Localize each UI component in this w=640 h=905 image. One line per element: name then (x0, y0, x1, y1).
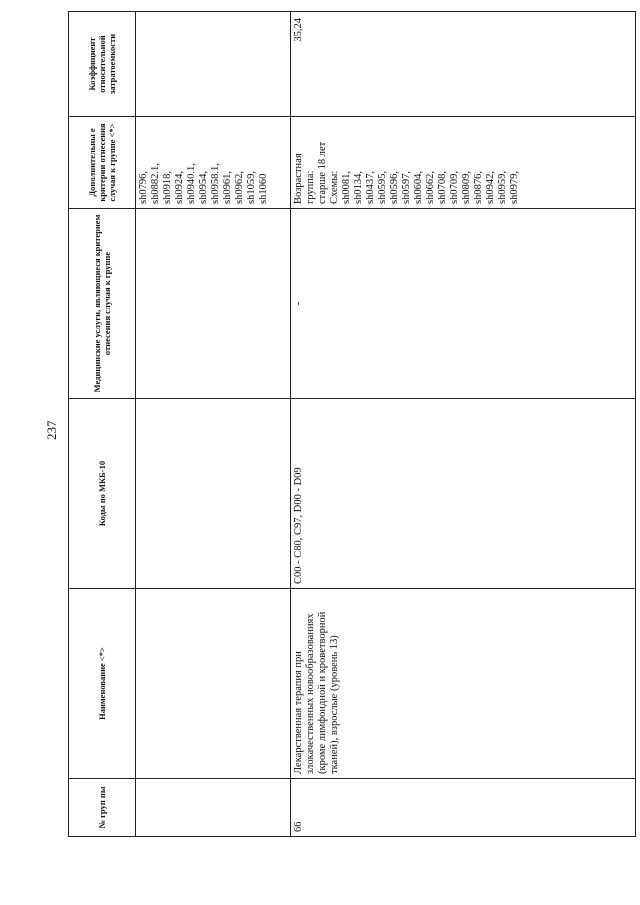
extra-item: sh1059, (246, 171, 257, 204)
extra-item: sh0918, (162, 171, 173, 204)
header-name: Наименование <*> (69, 589, 136, 779)
header-services: Медицинские услуги, являющиеся критерием отнесения случая к группе (69, 209, 136, 399)
page-number: 237 (44, 420, 59, 440)
extra-item: sh0595, (377, 171, 388, 204)
extra-item: Схемы: (329, 170, 340, 204)
cell-num-empty (136, 779, 291, 837)
cell-group-name: Лекарственная терапия при злокачественных новообразованиях (кроме лимфоидной и кроветворной тканей), взрослые (уровень 13) (291, 589, 636, 779)
extra-item: sh0596, (389, 171, 400, 204)
cell-name-empty (136, 589, 291, 779)
header-extra: Дополнительны е критерии отнесения случая к группе <*> (69, 117, 136, 209)
extra-item: sh0962, (234, 171, 245, 204)
cell-services-empty (136, 209, 291, 399)
extra-item: Возрастная (293, 153, 304, 204)
cell-coefficient: 35,24 (291, 12, 636, 117)
extra-item: sh0924, (174, 171, 185, 204)
tariff-table (68, 11, 636, 837)
extra-item: sh0437, (365, 171, 376, 204)
extra-item: sh1060 (258, 173, 269, 204)
table-row-66 (291, 12, 636, 837)
extra-item: sh0604, (413, 171, 424, 204)
cell-group-number: 66 (291, 779, 636, 837)
extra-item: sh0958.1, (210, 163, 221, 204)
cell-extra-criteria (291, 117, 636, 209)
extra-item: sh0597, (401, 171, 412, 204)
extra-item: sh0081, (341, 171, 352, 204)
extra-item: sh0709, (449, 171, 460, 204)
extra-item: sh0134, (353, 171, 364, 204)
extra-item: sh0942, (485, 171, 496, 204)
header-coef: Коэффициент относительной затратоемкости (69, 12, 136, 117)
extra-item: sh0961, (222, 171, 233, 204)
extra-item: sh0959, (497, 171, 508, 204)
cell-extra-continuation (136, 117, 291, 209)
extra-item: старше 18 лет (317, 141, 328, 204)
extra-item: группа: (305, 170, 316, 204)
header-codes: Коды по МКБ-10 (69, 399, 136, 589)
table-row-continuation (136, 12, 291, 837)
extra-item: sh0882.1, (150, 163, 161, 204)
extra-item: sh0708, (437, 171, 448, 204)
cell-coef-empty (136, 12, 291, 117)
extra-item: sh0979, (509, 171, 520, 204)
cell-codes-empty (136, 399, 291, 589)
cell-icd-codes: C00 - C80, C97, D00 - D09 (291, 399, 636, 589)
extra-item: sh0940.1, (186, 163, 197, 204)
extra-item: sh0876, (473, 171, 484, 204)
cell-services: - (291, 209, 636, 399)
rotated-table-container (68, 12, 638, 837)
extra-item: sh0796, (138, 171, 149, 204)
extra-item: sh0809, (461, 171, 472, 204)
extra-item: sh0954, (198, 171, 209, 204)
extra-item: sh0662, (425, 171, 436, 204)
header-row (69, 12, 136, 837)
header-num: № груп пы (69, 779, 136, 837)
